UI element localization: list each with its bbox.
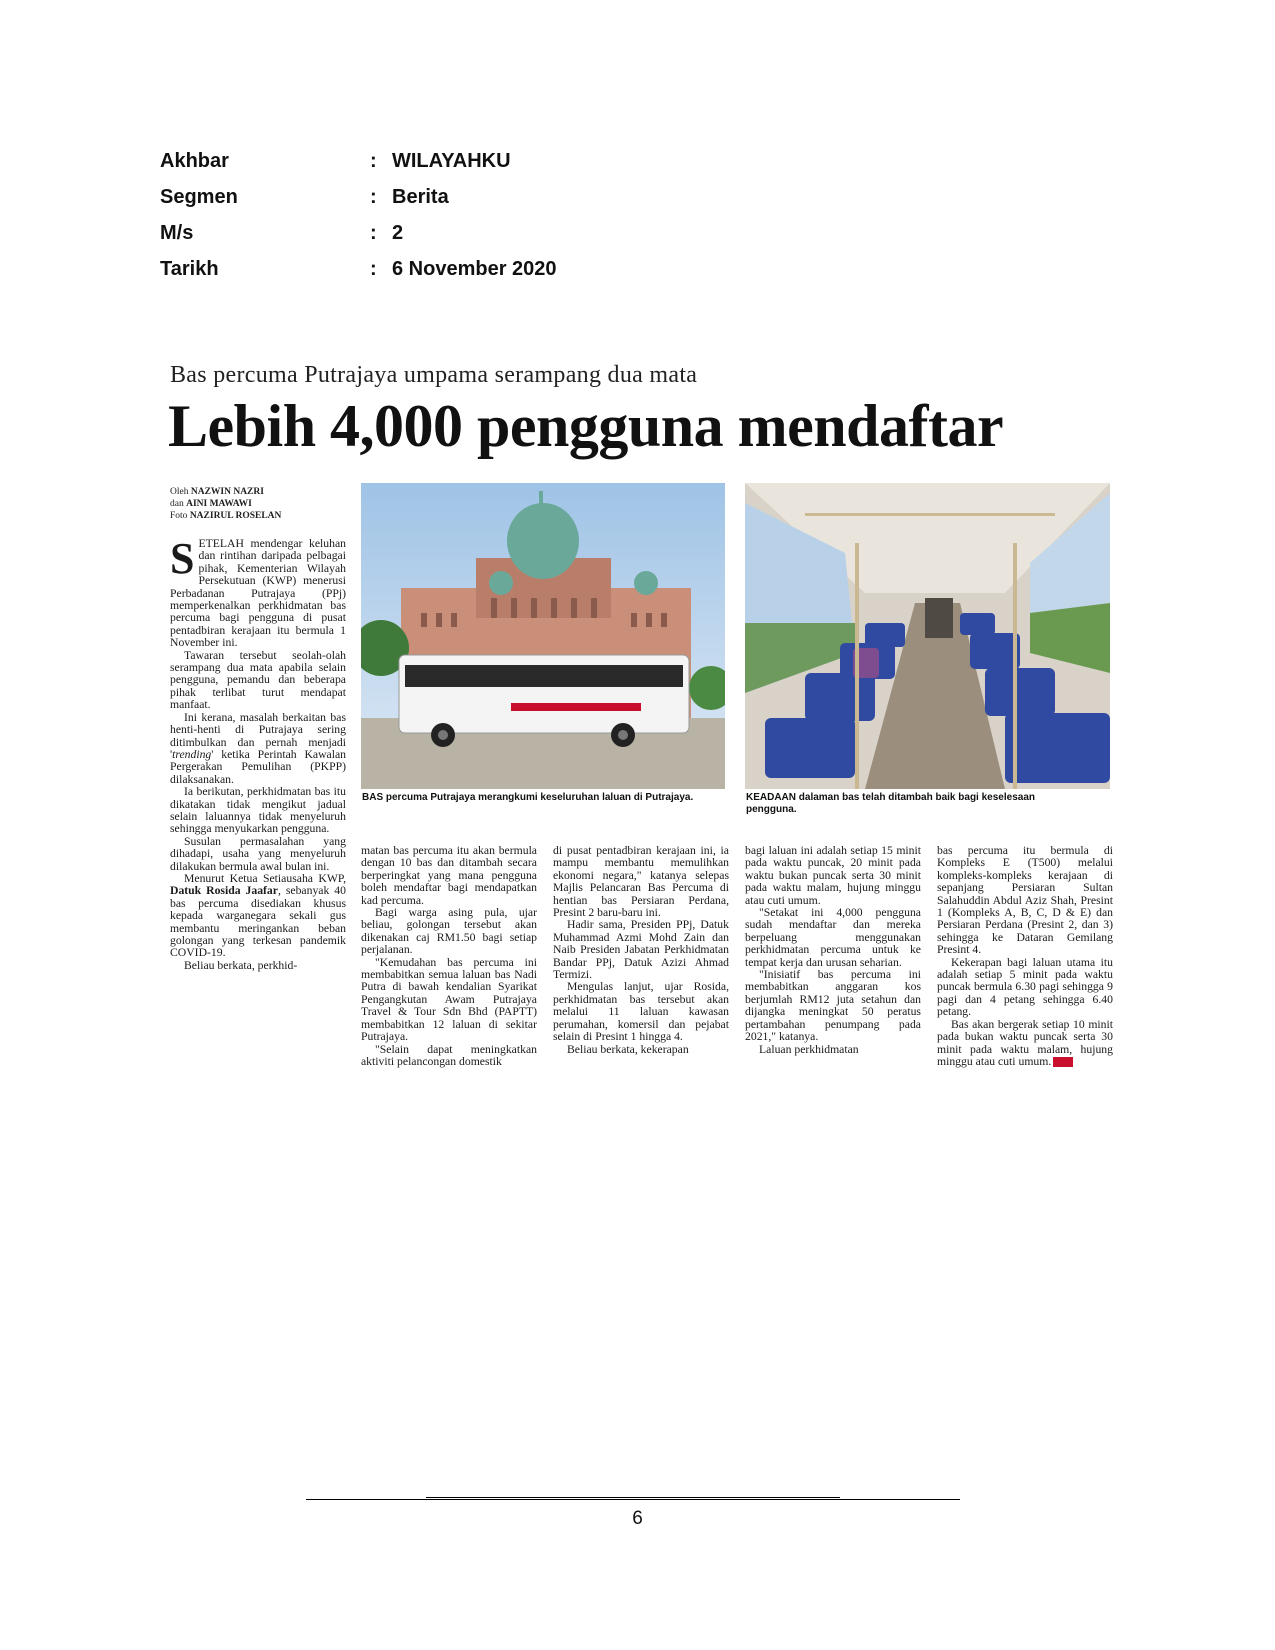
byline-prefix: dan [170,499,187,509]
meta-row-tarikh [160,258,557,294]
byline-author: NAZWIN NAZRI [190,487,264,497]
paragraph: bas percuma itu bermula di Kompleks E (T500) melalui kompleks-kompleks kerajaan di sepanjang Persiaran Sultan Salahuddin Abdul Aziz Shah, Presint 1 (Kompleks A, B, C, D & E) dan Persiaran Perdana (Presint 2, dan 3) sehingga ke Dataran Gemilang Presint 4. [937,844,1113,957]
paragraph: SETELAH mendengar keluhan dan rintihan daripada pelbagai pihak, Kementerian Wilayah Persekutuan (KWP) menerusi Perbadanan Putrajaya (PPj) memperkenalkan perkhidmatan bas percuma bagi pengguna di pusat pentadbiran kerajaan itu bermula 1 November ini. [170,534,346,650]
byline [170,486,350,522]
article-column-5 [937,845,1113,1068]
article-column-2 [361,845,537,1068]
byline-author: AINI MAWAWI [186,499,252,509]
paragraph: Kekerapan bagi laluan utama itu adalah setiap 5 minit pada waktu puncak bermula 6.30 pagi sehingga 9 pagi dan 4 petang sehingga 6.40 petang. [937,955,1113,1019]
paragraph: Laluan perkhidmatan [759,1042,859,1056]
paragraph: Beliau berkata, kekerapan [567,1042,689,1056]
footer-rule [306,1499,960,1500]
meta-separator: : [370,258,377,280]
article-kicker: Bas percuma Putrajaya umpama serampang dua mata [170,362,698,388]
paragraph: Ini kerana, masalah berkaitan bas henti-henti di Putrajaya sering ditimbulkan dan pernah menjadi 'trending' ketika Perintah Kawalan Pergerakan Pemulihan (PKPP) dilaksanakan. [170,710,346,786]
meta-key: Segmen [160,186,238,208]
end-mark-icon [1053,1057,1073,1067]
meta-separator: : [370,222,377,244]
article-column-4 [745,845,921,1056]
photo-bus-putrajaya [361,483,725,789]
meta-separator: : [370,186,377,208]
article-column-3 [553,845,729,1056]
page-number: 6 [632,1508,643,1529]
paragraph: Bagi warga asing pula, ujar beliau, golongan tersebut akan dikenakan caj RM1.50 bagi setiap perjalanan. [361,906,537,957]
meta-value: 6 November 2020 [392,258,557,280]
meta-value: WILAYAHKU [392,150,511,172]
article-column-1 [170,534,346,972]
paragraph: bagi laluan ini adalah setiap 15 minit pada waktu puncak, 20 minit pada waktu bukan puncak serta 30 minit pada waktu malam, hujung minggu atau cuti umum. [745,844,921,907]
meta-key: M/s [160,222,194,244]
meta-row-ms [160,222,557,258]
footer-rule-inner [426,1497,840,1498]
photo-caption-left: BAS percuma Putrajaya merangkumi keseluruhan laluan di Putrajaya. [362,792,694,803]
paragraph: matan bas percuma itu akan bermula dengan 10 bas dan ditambah secara berperingkat yang mana pengguna boleh mendaftar bagi mendapatkan kad percuma. [361,844,537,907]
paragraph: "Selain dapat meningkatkan aktiviti pelancongan domestik [361,1042,537,1068]
paragraph: di pusat pentadbiran kerajaan ini, ia mampu membantu memulihkan ekonomi negara," katanya selepas Majlis Pelancaran Bas Percuma di hentian bas Persiaran Perdana, Presint 2 baru-baru ini. [553,844,729,920]
byline-prefix: Oleh [170,487,191,497]
clipping-metadata [160,150,557,294]
paragraph: Menurut Ketua Setiausaha KWP, Datuk Rosida Jaafar, sebanyak 40 bas percuma disediakan khusus kepada warganegara sekali gus membantu meringankan beban golongan yang terkesan pandemik COVID-19. [170,871,346,960]
byline-photographer: NAZIRUL ROSELAN [189,511,282,521]
paragraph: Hadir sama, Presiden PPj, Datuk Muhammad Azmi Mohd Zain dan Naib Presiden Jabatan Perkhidmatan Bandar PPj, Datuk Azizi Ahmad Termizi. [553,918,729,982]
paragraph: Bas akan bergerak setiap 10 minit pada bukan waktu puncak serta 30 minit pada waktu malam, hujung minggu atau cuti umum. [937,1017,1113,1068]
paragraph: "Kemudahan bas percuma ini membabitkan semua laluan bas Nadi Putra di bawah kendalian Syarikat Pengangkutan Awam Putrajaya Travel & Tour Sdn Bhd (PAPTT) membabitkan 12 laluan di sekitar Putrajaya. [361,955,537,1044]
meta-separator: : [370,150,377,172]
photo-bus-interior [745,483,1110,789]
paragraph: Beliau berkata, perkhid- [184,958,298,972]
paragraph: Tawaran tersebut seolah-olah serampang dua mata apabila selain pengguna, pemandu dan beberapa pihak terlibat turut mendapat manfaat. [170,648,346,712]
photo-caption-right: KEADAAN dalaman bas telah ditambah baik bagi keselesaan pengguna. [746,792,1035,815]
meta-row-segmen [160,186,557,222]
paragraph: "Setakat ini 4,000 pengguna sudah mendaftar dan mereka berpeluang menggunakan perkhidmatan percuma untuk ke tempat kerja dan urusan seharian. [745,906,921,969]
meta-value: Berita [392,186,449,208]
meta-row-akhbar [160,150,557,186]
paragraph: Mengulas lanjut, ujar Rosida, perkhidmatan bas tersebut akan melalui 11 laluan kawasan perumahan, komersil dan pejabat selain di Presint 1 hingga 4. [553,980,729,1044]
paragraph: Ia berikutan, perkhidmatan bas itu dikatakan tidak mengikut jadual selain laluannya tidak menyeluruh sehingga menyukarkan pengguna. [170,785,346,836]
meta-key: Tarikh [160,258,219,280]
article-headline: Lebih 4,000 pengguna mendaftar [168,393,1004,459]
meta-key: Akhbar [160,150,229,172]
paragraph: "Inisiatif bas percuma ini membabitkan anggaran kos berjumlah RM12 juta setahun dan dijangka meningkat 50 peratus pertambahan penumpang pada 2021," katanya. [745,968,921,1044]
meta-value: 2 [392,222,404,244]
drop-cap: S [170,534,195,583]
byline-prefix: Foto [170,511,190,521]
paragraph: Susulan permasalahan yang dihadapi, usaha yang menyeluruh dilakukan bermula awal bulan ini. [170,834,346,873]
